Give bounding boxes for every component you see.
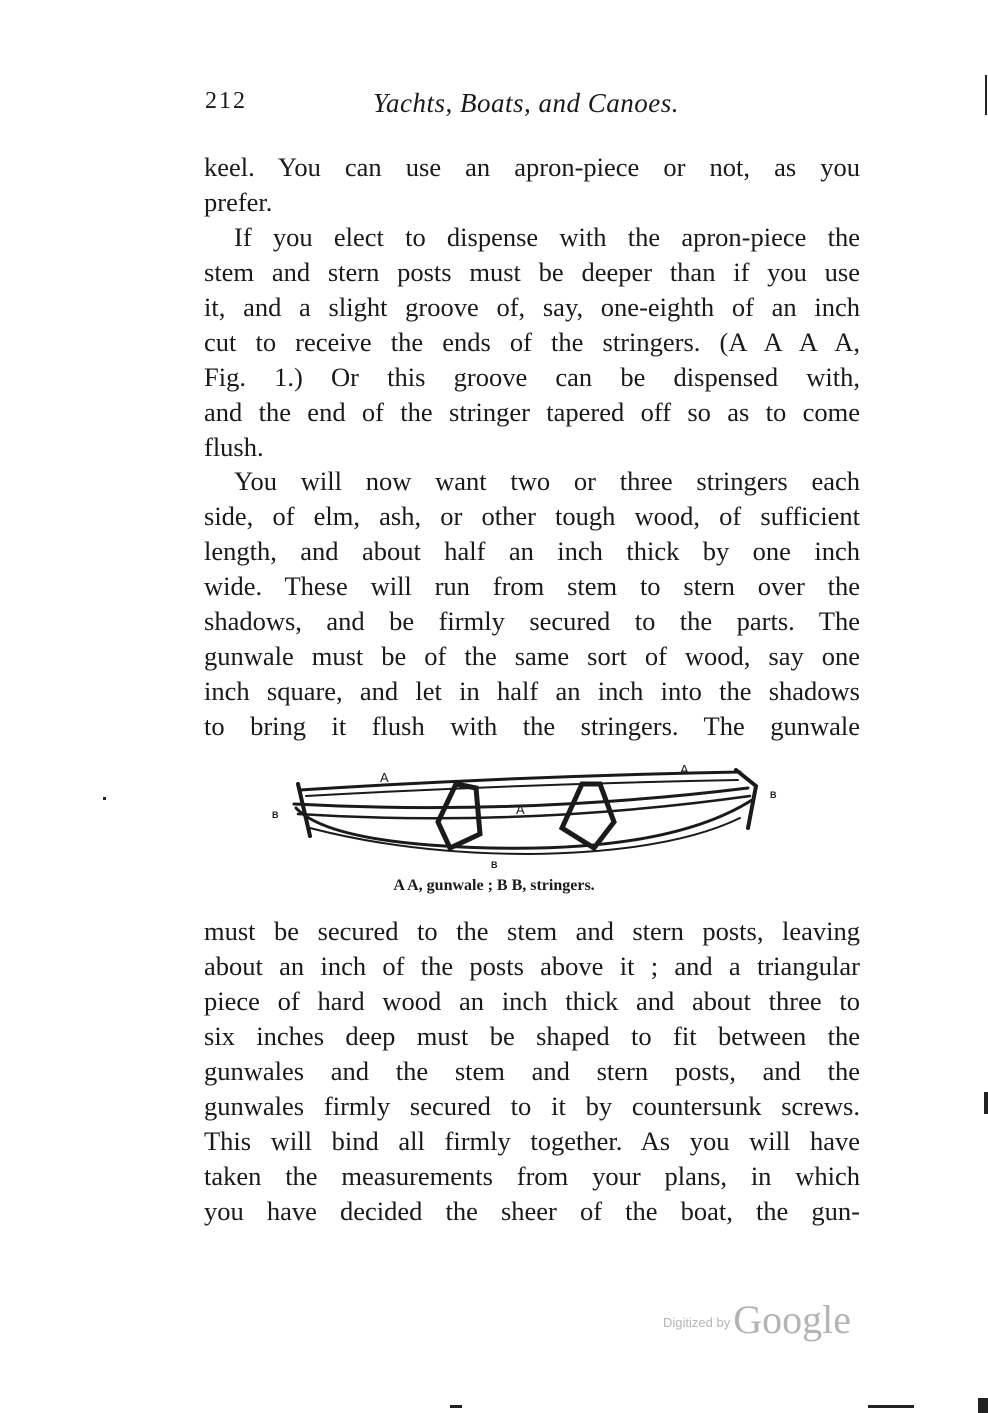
page-number: 212 bbox=[205, 88, 247, 114]
boat-frame-illustration bbox=[270, 758, 790, 870]
text-line: inch square, and let in half an inch into the shadows bbox=[204, 676, 860, 706]
text-line: stem and stern posts must be deeper than if you use bbox=[204, 257, 860, 287]
watermark-prefix: Digitized by bbox=[663, 1315, 731, 1330]
text-line: keel. You can use an apron-piece or not, as you bbox=[204, 152, 860, 182]
paragraph-3 bbox=[204, 464, 860, 744]
text-line: If you elect to dispense with the apron-piece the bbox=[234, 222, 860, 252]
text-line: flush. bbox=[204, 432, 264, 462]
google-logo: Google bbox=[733, 1297, 851, 1342]
text-line: wide. These will run from stem to stern over the bbox=[204, 571, 860, 601]
label-b-bottom: B bbox=[491, 860, 498, 870]
text-line: you have decided the sheer of the boat, the gun- bbox=[204, 1196, 860, 1226]
text-line: six inches deep must be shaped to fit between the bbox=[204, 1021, 860, 1051]
text-line: This will bind all firmly together. As you will have bbox=[204, 1126, 860, 1156]
paragraph-1 bbox=[204, 150, 860, 220]
scan-edge-mark bbox=[985, 75, 987, 115]
running-title: Yachts, Boats, and Canoes. bbox=[373, 88, 680, 118]
scan-speck bbox=[868, 1405, 914, 1408]
label-b-left: B bbox=[272, 810, 279, 820]
figure-caption: A A, gunwale ; B B, stringers. bbox=[393, 877, 595, 894]
text-line: length, and about half an inch thick by one inch bbox=[204, 536, 860, 566]
text-line: shadows, and be firmly secured to the parts. The bbox=[204, 606, 860, 636]
label-a-top-right: A bbox=[680, 762, 689, 777]
text-line: side, of elm, ash, or other tough wood, of sufficient bbox=[204, 501, 860, 531]
text-line: taken the measurements from your plans, in which bbox=[204, 1161, 860, 1191]
label-a-center: A bbox=[516, 802, 525, 817]
text-line: gunwales and the stem and stern posts, and the bbox=[204, 1056, 860, 1086]
scan-speck bbox=[450, 1405, 462, 1408]
text-line: about an inch of the posts above it ; and a triangular bbox=[204, 951, 860, 981]
paragraph-2 bbox=[204, 220, 860, 465]
text-line: gunwales firmly secured to it by countersunk screws. bbox=[204, 1091, 860, 1121]
paragraph-4 bbox=[204, 914, 860, 1229]
scan-edge-mark bbox=[978, 1398, 988, 1413]
digitized-watermark bbox=[663, 1296, 851, 1343]
page-header bbox=[205, 88, 860, 128]
text-line: prefer. bbox=[204, 187, 273, 217]
scan-edge-mark bbox=[984, 1092, 988, 1114]
text-line: cut to receive the ends of the stringers. (A A A A, bbox=[204, 327, 860, 357]
text-line: gunwale must be of the same sort of wood, say one bbox=[204, 641, 860, 671]
scan-speck bbox=[103, 797, 106, 800]
text-line: to bring it flush with the stringers. The gunwale bbox=[204, 711, 860, 741]
text-line: piece of hard wood an inch thick and about three to bbox=[204, 986, 860, 1016]
text-line: it, and a slight groove of, say, one-eighth of an inch bbox=[204, 292, 860, 322]
text-line: and the end of the stringer tapered off so as to come bbox=[204, 397, 860, 427]
text-line: must be secured to the stem and stern posts, leaving bbox=[204, 916, 860, 946]
label-a-top-left: A bbox=[380, 770, 389, 785]
text-line: You will now want two or three stringers each bbox=[234, 466, 860, 496]
label-b-right: B bbox=[770, 790, 777, 800]
text-line: Fig. 1.) Or this groove can be dispensed with, bbox=[204, 362, 860, 392]
